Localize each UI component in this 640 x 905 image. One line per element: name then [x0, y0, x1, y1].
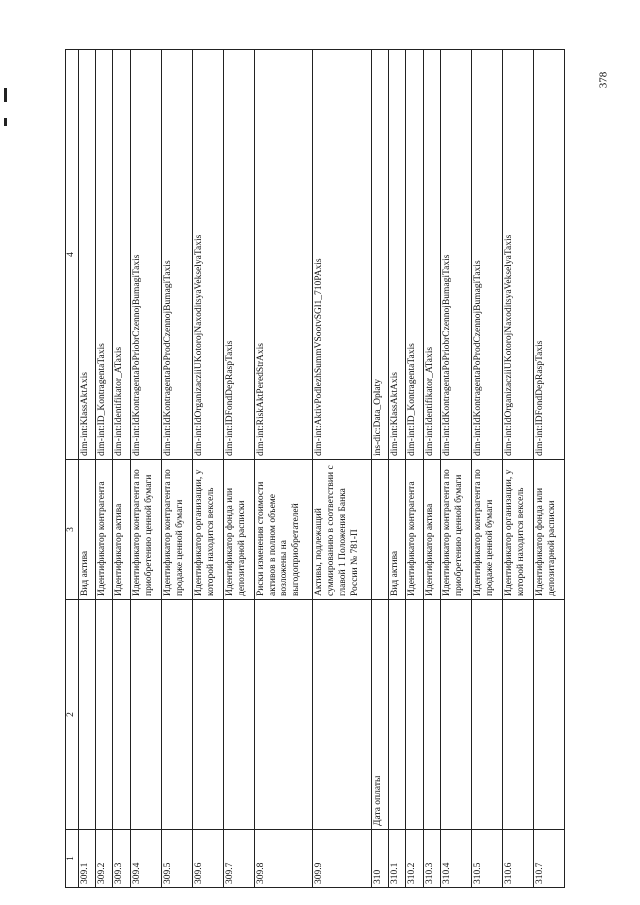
row-code: dim-int:ID_KontragentaTaxis [406, 50, 423, 460]
row-number: 310.3 [423, 830, 440, 888]
table-row [254, 50, 313, 888]
row-description: Идентификатор актива [423, 460, 440, 600]
row-description: Идентификатор контрагента [96, 460, 113, 600]
row-description: Вид актива [78, 460, 95, 600]
table-body [78, 50, 564, 888]
header-col-1: 1 [66, 830, 79, 888]
row-code: dim-int:IdOrganizacziiUKotorojNaxoditsyaVekselyaTaxis [192, 50, 223, 460]
row-description [371, 460, 388, 600]
table-row [78, 50, 95, 888]
row-name [533, 600, 564, 830]
row-name [192, 600, 223, 830]
row-code: dim-int:Identifikator_ATaxis [423, 50, 440, 460]
rotated-table-wrapper [65, 50, 565, 888]
row-code: dim-int:ID_KontragentaTaxis [96, 50, 113, 460]
row-name [313, 600, 372, 830]
row-name [423, 600, 440, 830]
row-name [223, 600, 254, 830]
row-description: Идентификатор контрагента [406, 460, 423, 600]
table-row [440, 50, 471, 888]
row-description: Активы, подлежащий суммированию в соответствии с главой 1 Положения Банка России № 781-П [313, 460, 372, 600]
table-header-row [66, 50, 79, 888]
row-code: ins-dic:Data_Oplaty [371, 50, 388, 460]
row-name: Дата оплаты [371, 600, 388, 830]
table-row [130, 50, 161, 888]
row-number: 309.8 [254, 830, 313, 888]
table-row [96, 50, 113, 888]
row-number: 309.6 [192, 830, 223, 888]
row-name [161, 600, 192, 830]
row-code: dim-int:KlassAktAxis [78, 50, 95, 460]
header-col-3: 3 [66, 460, 79, 600]
row-number: 309.7 [223, 830, 254, 888]
table-row [423, 50, 440, 888]
row-code: dim-int:IdKontragentaPoPriobrCzennojBumagiTaxis [130, 50, 161, 460]
row-number: 309.3 [113, 830, 130, 888]
row-name [130, 600, 161, 830]
row-code: dim-int:AktivPodlezhSummVSootvSGl1_710PAxis [313, 50, 372, 460]
row-number: 309.9 [313, 830, 372, 888]
row-code: dim-int:IdOrganizacziiUKotorojNaxoditsyaVekselyaTaxis [502, 50, 533, 460]
row-name [471, 600, 502, 830]
row-code: dim-int:IdKontragentaPoPriobrCzennojBumagiTaxis [440, 50, 471, 460]
row-name [96, 600, 113, 830]
row-number: 310 [371, 830, 388, 888]
row-number: 310.4 [440, 830, 471, 888]
table-row [192, 50, 223, 888]
row-description: Идентификатор контрагента по продаже ценной бумаги [161, 460, 192, 600]
scan-mark [4, 88, 7, 102]
row-description: Идентификатор организации, у которой находится вексель [192, 460, 223, 600]
row-code: dim-int:IDFondDepRaspTaxis [223, 50, 254, 460]
row-name [254, 600, 313, 830]
row-number: 309.1 [78, 830, 95, 888]
row-description: Вид актива [389, 460, 406, 600]
row-code: dim-int:RiskAktPeredStrAxis [254, 50, 313, 460]
row-number: 310.6 [502, 830, 533, 888]
row-name [502, 600, 533, 830]
table-row [161, 50, 192, 888]
header-col-2: 2 [66, 600, 79, 830]
row-name [440, 600, 471, 830]
table-row [502, 50, 533, 888]
row-code: dim-int:KlassAktAxis [389, 50, 406, 460]
row-number: 310.7 [533, 830, 564, 888]
row-code: dim-int:IdKontragentaPoProdCzennojBumagiTaxis [161, 50, 192, 460]
row-description: Идентификатор контрагента по приобретению ценной бумаги [130, 460, 161, 600]
table-row [389, 50, 406, 888]
attributes-table [65, 49, 565, 888]
row-code: dim-int:IdKontragentaPoProdCzennojBumagiTaxis [471, 50, 502, 460]
row-name [113, 600, 130, 830]
row-number: 310.1 [389, 830, 406, 888]
header-col-4: 4 [66, 50, 79, 460]
row-name [389, 600, 406, 830]
row-code: dim-int:Identifikator_ATaxis [113, 50, 130, 460]
table-row [406, 50, 423, 888]
row-description: Идентификатор контрагента по приобретению ценной бумаги [440, 460, 471, 600]
row-description: Идентификатор фонда или депозитарной расписки [533, 460, 564, 600]
row-description: Идентификатор фонда или депозитарной расписки [223, 460, 254, 600]
table-row [533, 50, 564, 888]
page-number-text: 378 [597, 71, 609, 89]
page-number [588, 50, 618, 110]
row-number: 310.2 [406, 830, 423, 888]
row-number: 310.5 [471, 830, 502, 888]
row-number: 309.5 [161, 830, 192, 888]
row-name [78, 600, 95, 830]
row-code: dim-int:IDFondDepRaspTaxis [533, 50, 564, 460]
table-row [471, 50, 502, 888]
table-row [113, 50, 130, 888]
table-row [223, 50, 254, 888]
table-row [313, 50, 372, 888]
row-description: Идентификатор организации, у которой находится вексель [502, 460, 533, 600]
row-number: 309.4 [130, 830, 161, 888]
table-row [371, 50, 388, 888]
row-name [406, 600, 423, 830]
row-number: 309.2 [96, 830, 113, 888]
row-description: Идентификатор актива [113, 460, 130, 600]
scan-mark [4, 118, 7, 126]
row-description: Идентификатор контрагента по продаже ценной бумаги [471, 460, 502, 600]
row-description: Риски изменения стоимости активов в полном объеме возложены на выгодоприобретателей [254, 460, 313, 600]
